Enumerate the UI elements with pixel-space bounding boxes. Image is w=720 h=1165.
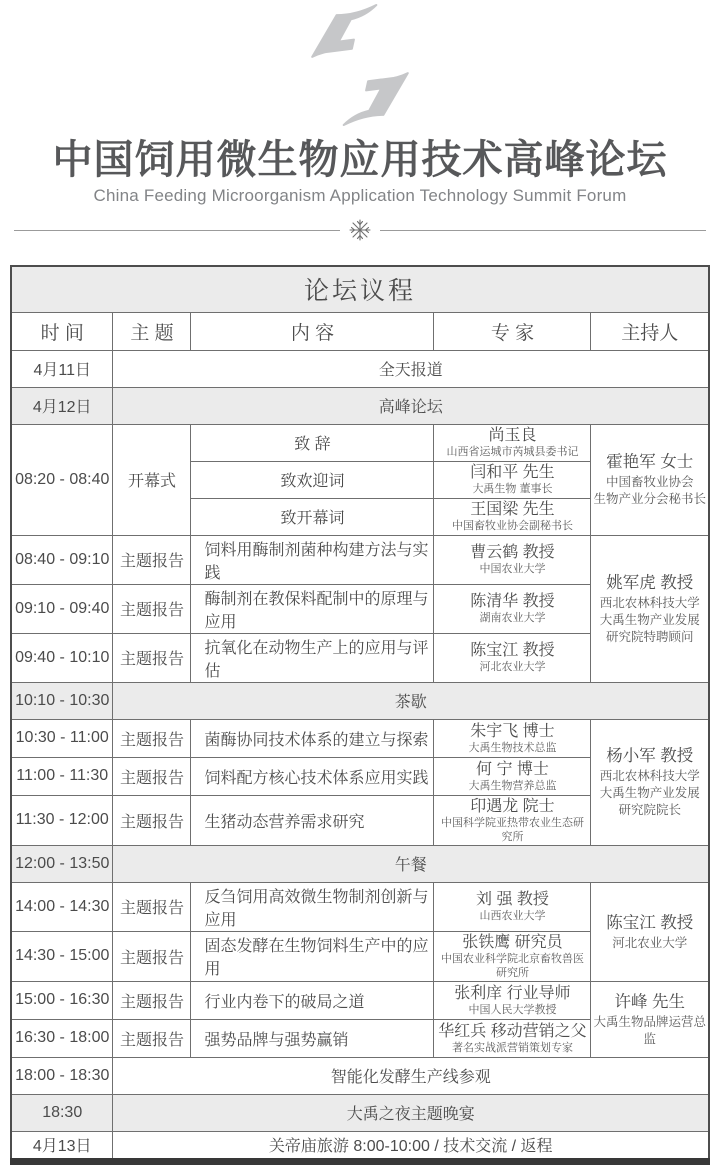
time-cell: 08:20 - 08:40 [11, 424, 113, 535]
theme-cell: 开幕式 [113, 424, 191, 535]
divider-line-right [380, 230, 706, 231]
time-cell: 18:30 [11, 1094, 113, 1131]
expert-name: 刘 强 教授 [476, 891, 549, 908]
content-cell: 饲料配方核心技术体系应用实践 [191, 757, 434, 795]
expert-name: 印遇龙 院士 [470, 797, 555, 815]
theme-cell: 主题报告 [113, 757, 191, 795]
theme-cell: 主题报告 [113, 584, 191, 633]
expert-title: 中国农业大学 [479, 563, 546, 575]
span-content-cell: 大禹之夜主题晚宴 [113, 1094, 709, 1131]
host-cell [591, 719, 709, 845]
host-org: 西北农林科技大学 [599, 595, 700, 610]
expert-name: 华红兵 移动营销之父 [438, 1022, 587, 1040]
time-cell: 4月13日 [11, 1131, 113, 1161]
agenda-table [10, 265, 710, 1165]
divider-line-left [14, 230, 340, 231]
session-row [11, 981, 709, 1019]
expert-name: 陈清华 教授 [470, 593, 555, 610]
expert-name: 何 宁 博士 [476, 760, 549, 778]
host-org: 大禹生物品牌运营总监 [593, 1014, 706, 1046]
expert-title: 中国科学院亚热带农业生态研究所 [440, 816, 584, 843]
session-row [11, 719, 709, 757]
host-org: 研究院特聘顾问 [605, 629, 694, 644]
day2-row [11, 387, 709, 424]
expert-name: 王国梁 先生 [470, 501, 555, 518]
span-content-cell: 关帝庙旅游 8:00-10:00 / 技术交流 / 返程 [113, 1131, 709, 1161]
opening-row-1 [11, 424, 709, 461]
snowflake-icon [349, 219, 371, 241]
col-header-time: 时 间 [11, 312, 113, 350]
span-content-cell: 茶歇 [113, 682, 709, 719]
expert-cell [434, 633, 591, 682]
content-cell: 致开幕词 [191, 498, 434, 535]
host-name: 陈宝江 教授 [606, 913, 694, 932]
host-cell [591, 535, 709, 682]
content-cell: 菌酶协同技术体系的建立与探索 [191, 719, 434, 757]
expert-cell [434, 424, 591, 461]
host-cell [591, 424, 709, 535]
expert-cell [434, 535, 591, 584]
time-cell: 11:00 - 11:30 [11, 757, 113, 795]
col-header-theme: 主 题 [113, 312, 191, 350]
theme-cell: 主题报告 [113, 1019, 191, 1057]
expert-title: 河北农业大学 [479, 661, 546, 673]
theme-cell: 主题报告 [113, 535, 191, 584]
expert-title: 大禹生物技术总监 [468, 741, 557, 754]
poster-header [0, 0, 720, 241]
host-name: 许峰 先生 [614, 992, 686, 1011]
header-divider [14, 219, 706, 241]
content-cell: 抗氧化在动物生产上的应用与评估 [191, 633, 434, 682]
expert-name: 闫和平 先生 [470, 464, 555, 481]
host-org: 中国畜牧业协会 [605, 475, 694, 489]
host-name: 霍艳军 女士 [606, 453, 694, 471]
span-content-cell: 全天报道 [113, 350, 709, 387]
page-subtitle: China Feeding Microorganism Application Technology Summit Forum [93, 186, 627, 205]
lunch-row [11, 845, 709, 882]
expert-title: 中国畜牧业协会副秘书长 [451, 520, 573, 532]
expert-cell [434, 584, 591, 633]
span-content-cell: 智能化发酵生产线参观 [113, 1057, 709, 1094]
host-cell [591, 981, 709, 1057]
time-cell: 15:00 - 16:30 [11, 981, 113, 1019]
session-row [11, 535, 709, 584]
time-cell: 4月12日 [11, 387, 113, 424]
expert-title: 湖南农业大学 [479, 612, 546, 624]
time-cell: 18:00 - 18:30 [11, 1057, 113, 1094]
table-title: 论坛议程 [11, 266, 709, 312]
content-cell: 反刍饲用高效微生物制剂创新与应用 [191, 882, 434, 931]
time-cell: 08:40 - 09:10 [11, 535, 113, 584]
content-cell: 生猪动态营养需求研究 [191, 795, 434, 845]
theme-cell: 主题报告 [113, 981, 191, 1019]
host-org: 大禹生物产业发展 [599, 786, 700, 800]
host-org: 西北农林科技大学 [599, 769, 700, 783]
span-content-cell: 午餐 [113, 845, 709, 882]
time-cell: 14:00 - 14:30 [11, 882, 113, 931]
theme-cell: 主题报告 [113, 719, 191, 757]
content-cell: 行业内卷下的破局之道 [191, 981, 434, 1019]
time-cell: 16:30 - 18:00 [11, 1019, 113, 1057]
content-cell: 强势品牌与强势赢销 [191, 1019, 434, 1057]
dinner-row [11, 1094, 709, 1131]
session-row [11, 882, 709, 931]
visit-row [11, 1057, 709, 1094]
time-cell: 14:30 - 15:00 [11, 931, 113, 981]
expert-cell [434, 931, 591, 981]
content-cell: 饲料用酶制剂菌种构建方法与实践 [191, 535, 434, 584]
expert-cell [434, 498, 591, 535]
time-cell: 10:30 - 11:00 [11, 719, 113, 757]
expert-title: 大禹生物 董事长 [472, 483, 553, 495]
expert-cell [434, 461, 591, 498]
expert-cell [434, 1019, 591, 1057]
expert-name: 曹云鹤 教授 [470, 544, 555, 561]
content-cell: 致 辞 [191, 424, 434, 461]
expert-title: 大禹生物营养总监 [468, 779, 557, 792]
host-org: 大禹生物产业发展 [599, 612, 700, 627]
expert-title: 中国人民大学教授 [468, 1003, 557, 1016]
theme-cell: 主题报告 [113, 795, 191, 845]
content-cell: 固态发酵在生物饲料生产中的应用 [191, 931, 434, 981]
theme-cell: 主题报告 [113, 633, 191, 682]
host-cell [591, 882, 709, 981]
expert-name: 张铁鹰 研究员 [462, 933, 563, 951]
column-header-row [11, 312, 709, 350]
expert-cell [434, 795, 591, 845]
expert-name: 尚玉良 [488, 427, 537, 444]
col-header-content: 内 容 [191, 312, 434, 350]
time-cell: 09:10 - 09:40 [11, 584, 113, 633]
col-header-host: 主持人 [591, 312, 709, 350]
logo-icon [0, 0, 720, 128]
expert-name: 陈宝江 教授 [470, 642, 555, 659]
day3-row [11, 1131, 709, 1161]
content-cell: 致欢迎词 [191, 461, 434, 498]
expert-title: 中国农业科学院北京畜牧兽医研究所 [440, 952, 584, 979]
host-name: 姚军虎 教授 [606, 573, 694, 592]
content-cell: 酶制剂在教保料配制中的原理与应用 [191, 584, 434, 633]
expert-cell [434, 882, 591, 931]
col-header-expert: 专 家 [434, 312, 591, 350]
page-title: 中国饲用微生物应用技术高峰论坛 [52, 138, 668, 182]
expert-title: 山西农业大学 [479, 910, 546, 922]
expert-title: 山西省运城市芮城县委书记 [446, 446, 579, 458]
time-cell: 10:10 - 10:30 [11, 682, 113, 719]
time-cell: 11:30 - 12:00 [11, 795, 113, 845]
expert-name: 张利庠 行业导师 [454, 984, 571, 1002]
host-name: 杨小军 教授 [606, 747, 694, 765]
expert-title: 著名实战派营销策划专家 [451, 1041, 573, 1054]
expert-cell [434, 757, 591, 795]
host-org: 研究院院长 [618, 803, 681, 817]
span-content-cell: 高峰论坛 [113, 387, 709, 424]
expert-cell [434, 719, 591, 757]
expert-cell [434, 981, 591, 1019]
host-org: 生物产业分会秘书长 [593, 492, 706, 506]
day1-row [11, 350, 709, 387]
time-cell: 4月11日 [11, 350, 113, 387]
time-cell: 12:00 - 13:50 [11, 845, 113, 882]
tea-break-row [11, 682, 709, 719]
theme-cell: 主题报告 [113, 931, 191, 981]
expert-name: 朱宇飞 博士 [470, 722, 555, 740]
theme-cell: 主题报告 [113, 882, 191, 931]
host-org: 河北农业大学 [612, 935, 688, 950]
time-cell: 09:40 - 10:10 [11, 633, 113, 682]
